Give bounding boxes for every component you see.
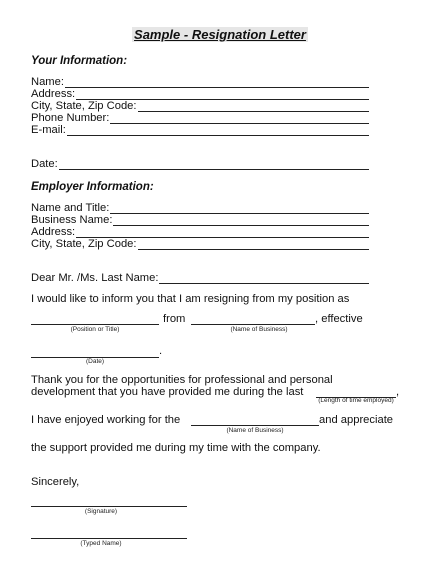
your-information-heading: Your Information: bbox=[31, 55, 128, 67]
paragraph-2-line-1: Thank you for the opportunities for professional and personal bbox=[31, 374, 333, 386]
effective-text: , effective bbox=[315, 313, 363, 325]
employer-address-label: Address: bbox=[31, 226, 76, 238]
from-text: from bbox=[163, 313, 186, 325]
date-line[interactable] bbox=[59, 159, 369, 170]
city-state-zip-label: City, State, Zip Code: bbox=[31, 100, 137, 112]
email-line[interactable] bbox=[67, 125, 369, 136]
date-field[interactable] bbox=[31, 157, 369, 170]
enjoyed-business-caption: (Name of Business) bbox=[226, 427, 284, 434]
business-name-blank-line[interactable] bbox=[191, 314, 315, 325]
date-label: Date: bbox=[31, 158, 58, 170]
business-name-label: Business Name: bbox=[31, 214, 113, 226]
employer-city-state-zip-line[interactable] bbox=[138, 239, 370, 250]
business-name-caption: (Name of Business) bbox=[230, 326, 288, 333]
paragraph-2-line-2: development that you have provided me during the last bbox=[31, 386, 304, 398]
closing: Sincerely, bbox=[31, 476, 80, 488]
typed-name-caption: (Typed Name) bbox=[80, 540, 122, 547]
name-label: Name: bbox=[31, 76, 64, 88]
signature-caption: (Signature) bbox=[84, 508, 118, 515]
date-caption: (Date) bbox=[85, 358, 105, 365]
paragraph-1: I would like to inform you that I am resigning from my position as bbox=[31, 293, 350, 305]
paragraph-3-start: I have enjoyed working for the bbox=[31, 414, 181, 426]
salutation-field[interactable] bbox=[31, 271, 369, 284]
typed-name-line[interactable] bbox=[31, 528, 187, 539]
paragraph-4: the support provided me during my time with the company. bbox=[31, 442, 321, 454]
position-title-line[interactable] bbox=[31, 314, 159, 325]
phone-number-label: Phone Number: bbox=[31, 112, 110, 124]
position-title-caption: (Position or Title) bbox=[70, 326, 120, 333]
document-title-wrap bbox=[0, 26, 440, 44]
employer-city-state-zip-label: City, State, Zip Code: bbox=[31, 238, 137, 250]
salutation-line[interactable] bbox=[159, 273, 369, 284]
email-field[interactable] bbox=[31, 123, 369, 136]
length-employed-caption: (Length of time employed) bbox=[318, 397, 394, 404]
employer-information-heading: Employer Information: bbox=[31, 181, 154, 193]
salutation-label: Dear Mr. /Ms. Last Name: bbox=[31, 272, 159, 284]
effective-date-period: . bbox=[159, 345, 163, 357]
email-label: E-mail: bbox=[31, 124, 66, 136]
paragraph-3-end: and appreciate bbox=[319, 414, 394, 426]
employer-city-state-zip-field[interactable] bbox=[31, 237, 369, 250]
enjoyed-business-line[interactable] bbox=[191, 415, 319, 426]
employer-name-title-label: Name and Title: bbox=[31, 202, 110, 214]
length-employed-comma: , bbox=[396, 386, 400, 398]
effective-date-line[interactable] bbox=[31, 347, 159, 358]
address-label: Address: bbox=[31, 88, 76, 100]
document-title: Sample - Resignation Letter bbox=[134, 27, 306, 42]
signature-line[interactable] bbox=[31, 496, 187, 507]
